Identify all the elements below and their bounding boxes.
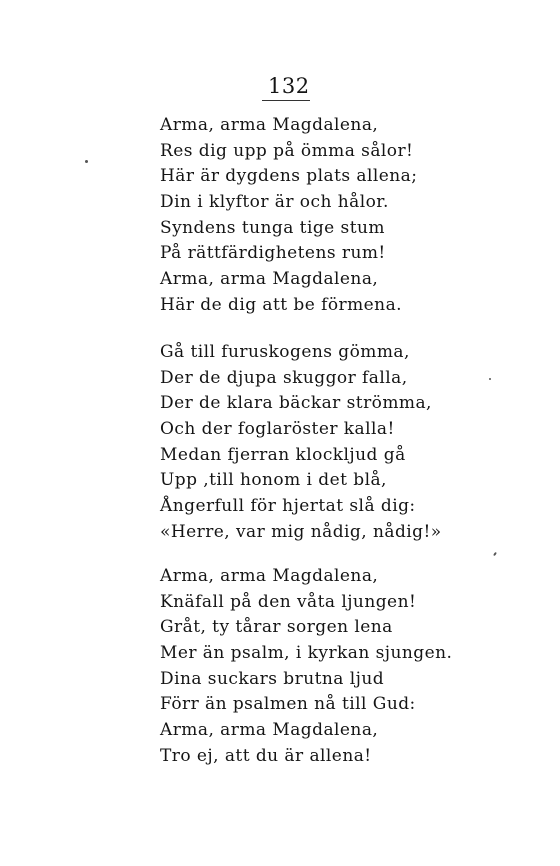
- poem-line: Gråt, ty tårar sorgen lena: [160, 617, 393, 638]
- poem-line: Arma, arma Magdalena,: [160, 566, 379, 586]
- poem-line: Ångerfull för hjertat slå dig:: [160, 496, 416, 517]
- poem-line: Och der foglaröster kalla!: [160, 419, 395, 440]
- poem-line: Din i klyftor är och hålor.: [160, 192, 389, 213]
- poem-line: Arma, arma Magdalena,: [160, 115, 379, 135]
- print-speck: [493, 552, 497, 556]
- poem-line: Arma, arma Magdalena,: [160, 269, 379, 290]
- poem-line: Der de djupa skuggor falla,: [160, 367, 408, 388]
- poem-line: Arma, arma Magdalena,: [160, 720, 379, 741]
- poem-line: Res dig upp på ömma sålor!: [160, 140, 414, 161]
- poem-line: Här är dygdens plats allena;: [160, 166, 418, 187]
- poem-line: Medan fjerran klockljud gå: [160, 444, 406, 465]
- poem-line: Der de klara bäckar strömma,: [160, 393, 432, 414]
- poem-line: Mer än psalm, i kyrkan sjungen.: [160, 643, 453, 664]
- poem-line: Här de dig att be förmena.: [160, 294, 403, 315]
- print-speck: [85, 160, 88, 163]
- page-number-underline: [262, 100, 310, 101]
- print-speck: [489, 378, 491, 380]
- poem-line: Upp ,till honom i det blå,: [160, 470, 387, 491]
- poem-line: Syndens tunga tige stum: [160, 217, 385, 238]
- poem-line: På rättfärdighetens rum!: [160, 243, 386, 264]
- poem-line: «Herre, var mig nådig, nådig!»: [160, 521, 442, 542]
- poem-line: Förr än psalmen nå till Gud:: [160, 694, 416, 715]
- poem-line: Tro ej, att du är allena!: [160, 745, 372, 766]
- page-number: 132: [268, 74, 310, 98]
- poem-line: Dina suckars brutna ljud: [160, 668, 385, 689]
- poem-line: Gå till furuskogens gömma,: [160, 342, 410, 362]
- stanza-3: [160, 564, 452, 770]
- stanza-2: [160, 340, 442, 546]
- stanza-1: [160, 113, 417, 319]
- poem-line: Knäfall på den våta ljungen!: [160, 591, 417, 612]
